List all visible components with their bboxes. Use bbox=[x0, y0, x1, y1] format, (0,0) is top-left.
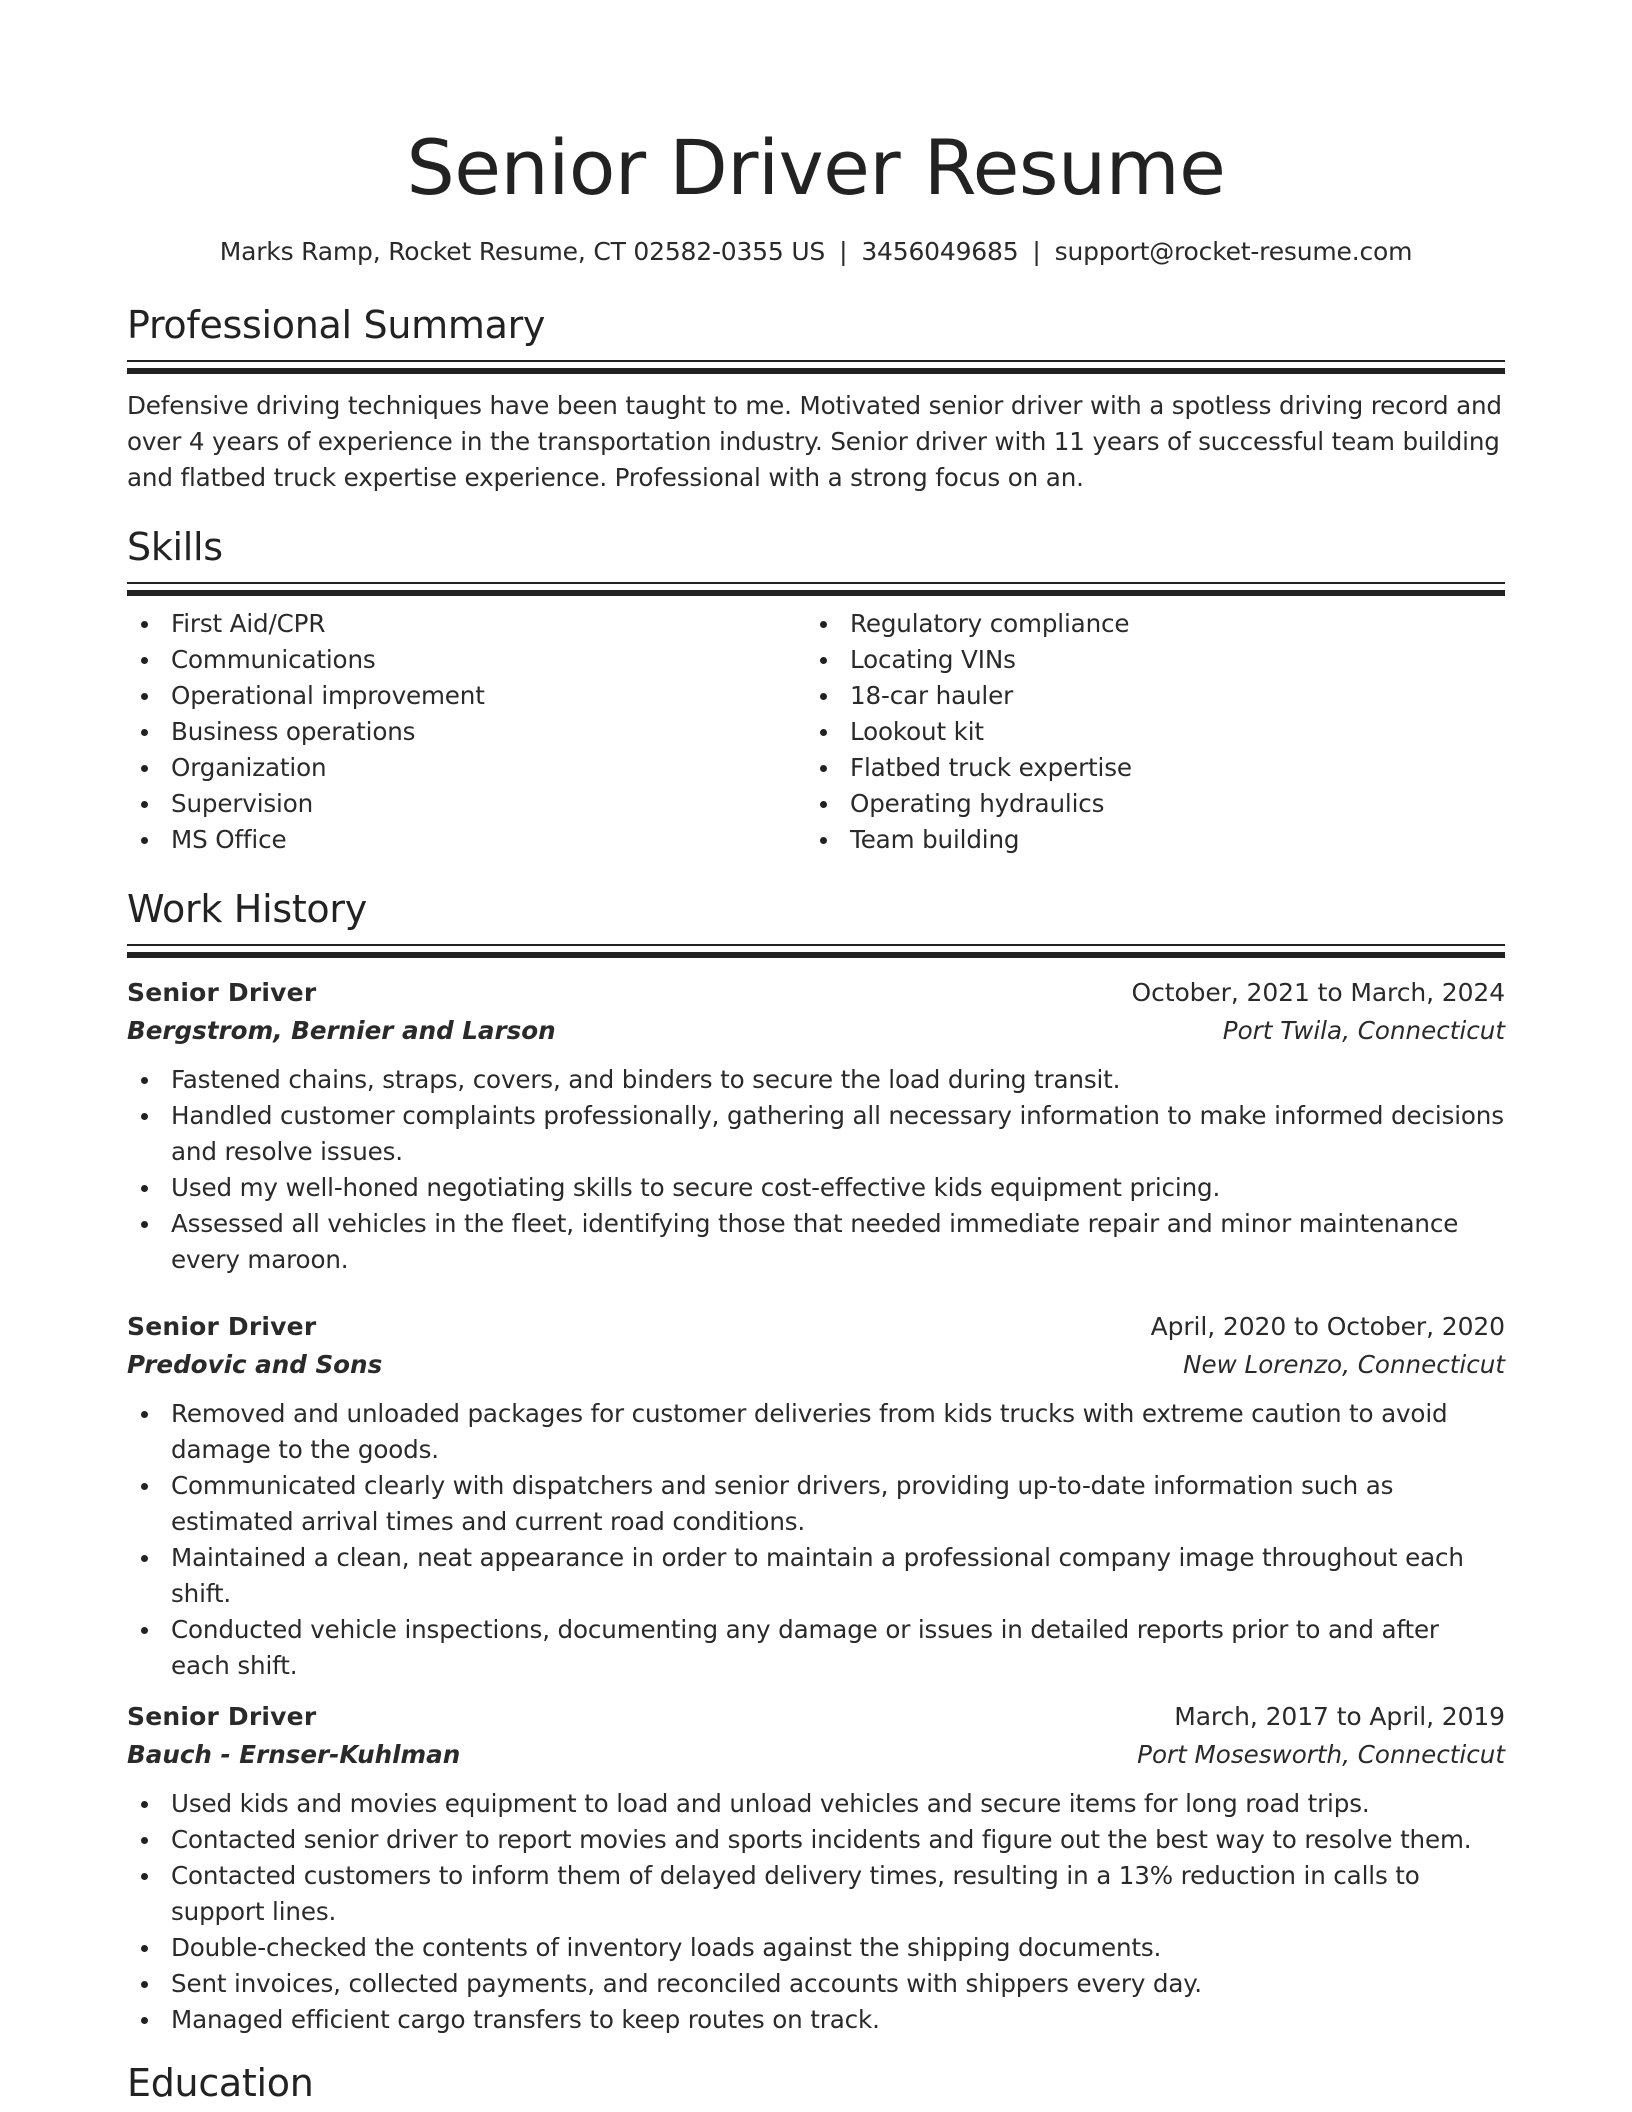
skill-item: Communications bbox=[127, 642, 806, 678]
job-dates: March, 2017 to April, 2019 bbox=[1174, 1702, 1505, 1731]
education-heading: Education bbox=[127, 2061, 314, 2105]
resume-page bbox=[127, 0, 1505, 2106]
job-bullets bbox=[127, 1786, 1505, 2038]
job-company: Bauch - Ernser-Kuhlman bbox=[127, 1740, 461, 1769]
job-location: Port Mosesworth, Connecticut bbox=[1137, 1740, 1505, 1769]
job-header bbox=[127, 1308, 1505, 1346]
job-entry bbox=[127, 1698, 1505, 2038]
job-bullet: Maintained a clean, neat appearance in order to maintain a professional company image throughout each shift. bbox=[127, 1540, 1505, 1612]
job-company: Bergstrom, Bernier and Larson bbox=[127, 1016, 556, 1045]
section-divider bbox=[127, 582, 1505, 596]
summary-heading: Professional Summary bbox=[127, 303, 546, 347]
job-location: New Lorenzo, Connecticut bbox=[1183, 1350, 1505, 1379]
summary-text: Defensive driving techniques have been taught to me. Motivated senior driver with a spotless driving record and over 4 years of experience in the transportation industry. Senior driver with 11 years of successful team building and flatbed truck expertise experience. Professional with a strong focus on an. bbox=[127, 391, 1502, 492]
job-subheader bbox=[127, 1012, 1505, 1050]
job-bullet: Used my well-honed negotiating skills to secure cost-effective kids equipment pricing. bbox=[127, 1170, 1505, 1206]
contact-phone: 3456049685 bbox=[861, 237, 1019, 266]
skill-item: Operational improvement bbox=[127, 678, 806, 714]
skill-item: Lookout kit bbox=[806, 714, 1485, 750]
skill-item: First Aid/CPR bbox=[127, 606, 806, 642]
skills-heading: Skills bbox=[127, 525, 223, 569]
job-bullet: Sent invoices, collected payments, and reconciled accounts with shippers every day. bbox=[127, 1966, 1505, 2002]
job-entry bbox=[127, 974, 1505, 1278]
job-subheader bbox=[127, 1346, 1505, 1384]
job-company: Predovic and Sons bbox=[127, 1350, 383, 1379]
job-location: Port Twila, Connecticut bbox=[1222, 1016, 1505, 1045]
job-bullet: Contacted customers to inform them of delayed delivery times, resulting in a 13% reduction in calls to support lines. bbox=[127, 1858, 1505, 1930]
job-entry bbox=[127, 1308, 1505, 1684]
skill-item: Flatbed truck expertise bbox=[806, 750, 1485, 786]
work-history-heading: Work History bbox=[127, 887, 367, 931]
job-bullet: Handled customer complaints professionally, gathering all necessary information to make informed decisions and resolve issues. bbox=[127, 1098, 1505, 1170]
job-bullet: Contacted senior driver to report movies and sports incidents and figure out the best way to resolve them. bbox=[127, 1822, 1505, 1858]
job-bullet: Communicated clearly with dispatchers and senior drivers, providing up-to-date information such as estimated arrival times and current road conditions. bbox=[127, 1468, 1505, 1540]
summary-section bbox=[127, 302, 1505, 496]
job-bullets bbox=[127, 1062, 1505, 1278]
skill-item: Regulatory compliance bbox=[806, 606, 1485, 642]
skills-section bbox=[127, 524, 1505, 858]
contact-address: Marks Ramp, Rocket Resume, CT 02582-0355 US bbox=[219, 237, 826, 266]
section-divider bbox=[127, 360, 1505, 374]
skill-item: 18-car hauler bbox=[806, 678, 1485, 714]
skill-item: MS Office bbox=[127, 822, 806, 858]
resume-title: Senior Driver Resume bbox=[406, 123, 1226, 212]
skill-item: Organization bbox=[127, 750, 806, 786]
job-header bbox=[127, 1698, 1505, 1736]
skills-list-right bbox=[806, 606, 1485, 858]
job-bullet: Conducted vehicle inspections, documenting any damage or issues in detailed reports prior to and after each shift. bbox=[127, 1612, 1505, 1684]
job-subheader bbox=[127, 1736, 1505, 1774]
job-bullet: Assessed all vehicles in the fleet, identifying those that needed immediate repair and minor maintenance every maroon. bbox=[127, 1206, 1505, 1278]
job-bullet: Used kids and movies equipment to load and unload vehicles and secure items for long road trips. bbox=[127, 1786, 1505, 1822]
job-bullet: Managed efficient cargo transfers to keep routes on track. bbox=[127, 2002, 1505, 2038]
skill-item: Operating hydraulics bbox=[806, 786, 1485, 822]
job-bullets bbox=[127, 1396, 1505, 1684]
education-section bbox=[127, 2060, 1505, 2106]
section-divider bbox=[127, 944, 1505, 958]
skills-columns bbox=[127, 606, 1505, 858]
contact-separator: | bbox=[1032, 237, 1041, 266]
contact-line bbox=[127, 236, 1505, 268]
skill-item: Supervision bbox=[127, 786, 806, 822]
job-title: Senior Driver bbox=[127, 978, 317, 1007]
job-bullet: Fastened chains, straps, covers, and binders to secure the load during transit. bbox=[127, 1062, 1505, 1098]
job-bullet: Removed and unloaded packages for customer deliveries from kids trucks with extreme caution to avoid damage to the goods. bbox=[127, 1396, 1505, 1468]
job-dates: October, 2021 to March, 2024 bbox=[1131, 978, 1505, 1007]
job-header bbox=[127, 974, 1505, 1012]
work-history-section bbox=[127, 886, 1505, 2038]
job-title: Senior Driver bbox=[127, 1702, 317, 1731]
job-dates: April, 2020 to October, 2020 bbox=[1150, 1312, 1505, 1341]
contact-email[interactable]: support@rocket-resume.com bbox=[1054, 237, 1413, 266]
skills-list-left bbox=[127, 606, 806, 858]
contact-separator: | bbox=[839, 237, 848, 266]
job-title: Senior Driver bbox=[127, 1312, 317, 1341]
skill-item: Locating VINs bbox=[806, 642, 1485, 678]
skill-item: Business operations bbox=[127, 714, 806, 750]
skill-item: Team building bbox=[806, 822, 1485, 858]
job-bullet: Double-checked the contents of inventory loads against the shipping documents. bbox=[127, 1930, 1505, 1966]
